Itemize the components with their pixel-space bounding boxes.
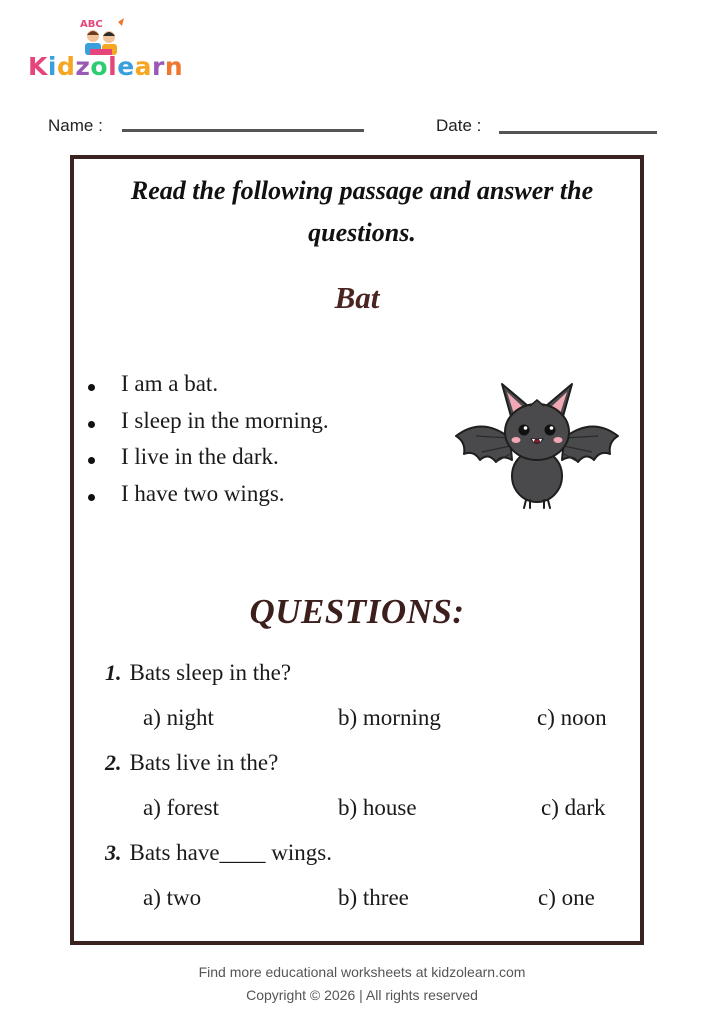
option-2a[interactable]: a) forest [143, 795, 219, 820]
question-text: Bats live in the? [129, 750, 279, 775]
passage-title: Bat [334, 280, 380, 315]
date-field-line[interactable] [499, 131, 657, 134]
option-1b[interactable]: b) morning [338, 705, 441, 730]
option-3a[interactable]: a) two [143, 885, 202, 910]
logo-letter: K [28, 52, 48, 81]
logo-wordmark [28, 52, 183, 81]
question-text: Bats sleep in the? [129, 660, 292, 685]
question-1 [105, 660, 291, 686]
option-1c[interactable]: c) noon [537, 705, 607, 730]
kidzolearn-logo [28, 14, 184, 84]
passage-list [88, 366, 329, 512]
date-label: Date : [436, 116, 482, 135]
logo-abc-text: ABC [80, 19, 103, 30]
question-number: 2. [105, 750, 122, 775]
option-2c[interactable]: c) dark [541, 795, 606, 820]
logo-letter: a [134, 52, 153, 81]
logo-letter: o [90, 52, 109, 81]
question-text: Bats have____ wings. [129, 840, 333, 865]
bullet-icon [88, 494, 95, 501]
worksheet-frame [70, 155, 644, 945]
footer-link-text[interactable]: Find more educational worksheets at kidzolearn.com [198, 964, 526, 980]
question-number: 3. [105, 840, 122, 865]
option-3c[interactable]: c) one [538, 885, 595, 910]
name-label: Name : [48, 116, 103, 135]
logo-letter: d [56, 52, 76, 81]
option-2b[interactable]: b) house [338, 795, 417, 820]
questions-heading: QUESTIONS: [249, 592, 465, 631]
logo-letter: r [152, 52, 165, 81]
footer-copyright: Copyright © 2026 | All rights reserved [246, 987, 478, 1003]
logo-letter: l [108, 52, 118, 81]
name-field-line[interactable] [122, 129, 364, 132]
logo-letter: z [75, 52, 91, 81]
passage-line: I am a bat. [88, 366, 329, 403]
passage-line: I have two wings. [88, 476, 329, 513]
question-number: 1. [105, 660, 122, 685]
passage-line: I sleep in the morning. [88, 403, 329, 440]
logo-letter: n [164, 52, 184, 81]
option-3b[interactable]: b) three [338, 885, 409, 910]
logo-letter: i [47, 52, 57, 81]
bullet-icon [88, 457, 95, 464]
logo-letter: e [117, 52, 135, 81]
passage-line: I live in the dark. [88, 439, 329, 476]
option-1a[interactable]: a) night [143, 705, 214, 730]
bat-illustration-icon [452, 376, 622, 516]
instruction-text: Read the following passage and answer the questions. [130, 176, 594, 247]
bullet-icon [88, 384, 95, 391]
question-2 [105, 750, 278, 776]
question-3 [105, 840, 332, 866]
bullet-icon [88, 421, 95, 428]
